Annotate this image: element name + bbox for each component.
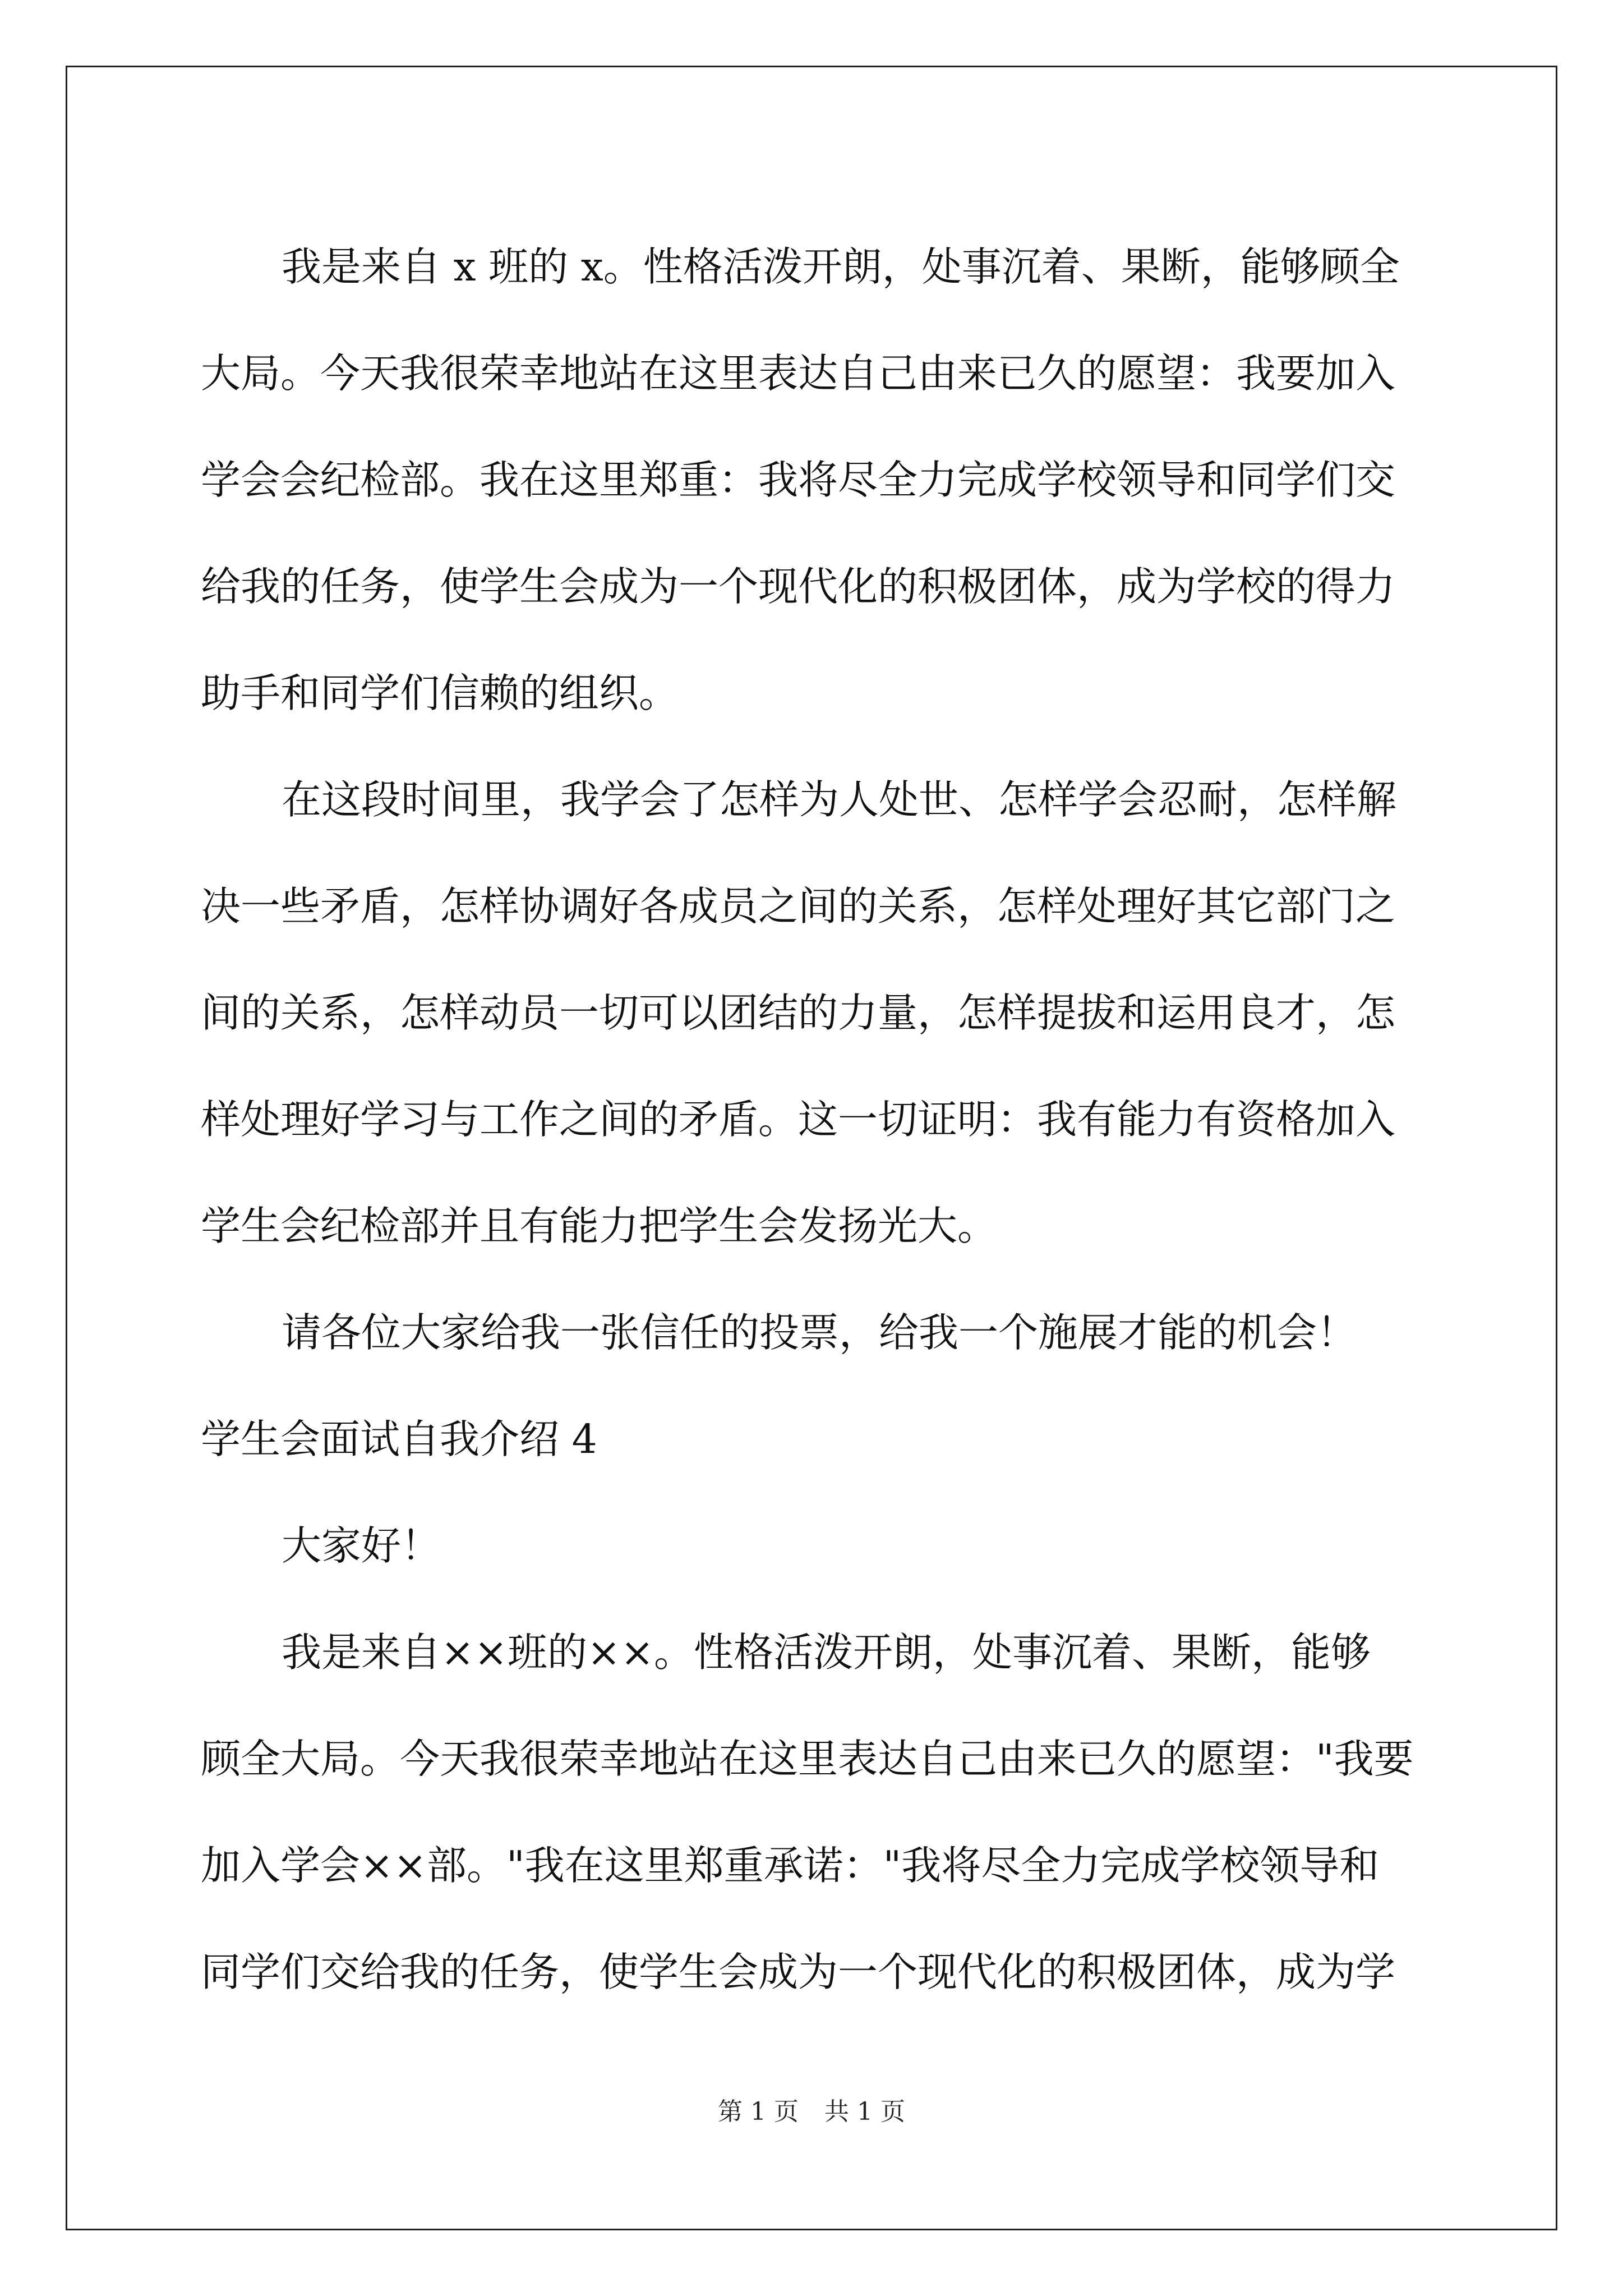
paragraph-line: 加入学会××部。"我在这里郑重承诺："我将尽全力完成学校领导和 (201, 1842, 1380, 1889)
paragraph-line: 间的关系，怎样动员一切可以团结的力量，怎样提拔和运用良才，怎 (201, 990, 1396, 1036)
paragraph-line: 样处理好学习与工作之间的矛盾。这一切证明：我有能力有资格加入 (201, 1096, 1396, 1143)
paragraph-line: 同学们交给我的任务，使学生会成为一个现代化的积极团体，成为学 (201, 1949, 1396, 1995)
paragraph-line: 给我的任务，使学生会成为一个现代化的积极团体，成为学校的得力 (201, 563, 1396, 610)
paragraph-line: 助手和同学们信赖的组织。 (201, 670, 679, 716)
paragraph-line: 我是来自 x 班的 x。性格活泼开朗，处事沉着、果断，能够顾全 (282, 243, 1400, 290)
greeting-line: 大家好！ (282, 1522, 441, 1569)
paragraph-line: 决一些矛盾，怎样协调好各成员之间的关系，怎样处理好其它部门之 (201, 883, 1396, 930)
page-footer (0, 2095, 1623, 2129)
paragraph-line: 学生会纪检部并且有能力把学生会发扬光大。 (201, 1203, 998, 1249)
document-body (201, 214, 1423, 2026)
page-number-current: 第 1 页 (718, 2097, 799, 2126)
paragraph-line: 学会会纪检部。我在这里郑重：我将尽全力完成学校领导和同学们交 (201, 457, 1396, 503)
page-number-total: 共 1 页 (824, 2097, 905, 2126)
paragraph-line: 顾全大局。今天我很荣幸地站在这里表达自己由来已久的愿望："我要 (201, 1736, 1414, 1782)
paragraph-line: 我是来自××班的××。性格活泼开朗，处事沉着、果断，能够 (282, 1629, 1371, 1676)
paragraph-line: 请各位大家给我一张信任的投票，给我一个施展才能的机会！ (282, 1309, 1357, 1356)
paragraph-line: 在这段时间里，我学会了怎样为人处世、怎样学会忍耐，怎样解 (282, 776, 1397, 823)
section-heading: 学生会面试自我介绍 4 (201, 1416, 597, 1462)
paragraph-line: 大局。今天我很荣幸地站在这里表达自己由来已久的愿望：我要加入 (201, 350, 1396, 397)
